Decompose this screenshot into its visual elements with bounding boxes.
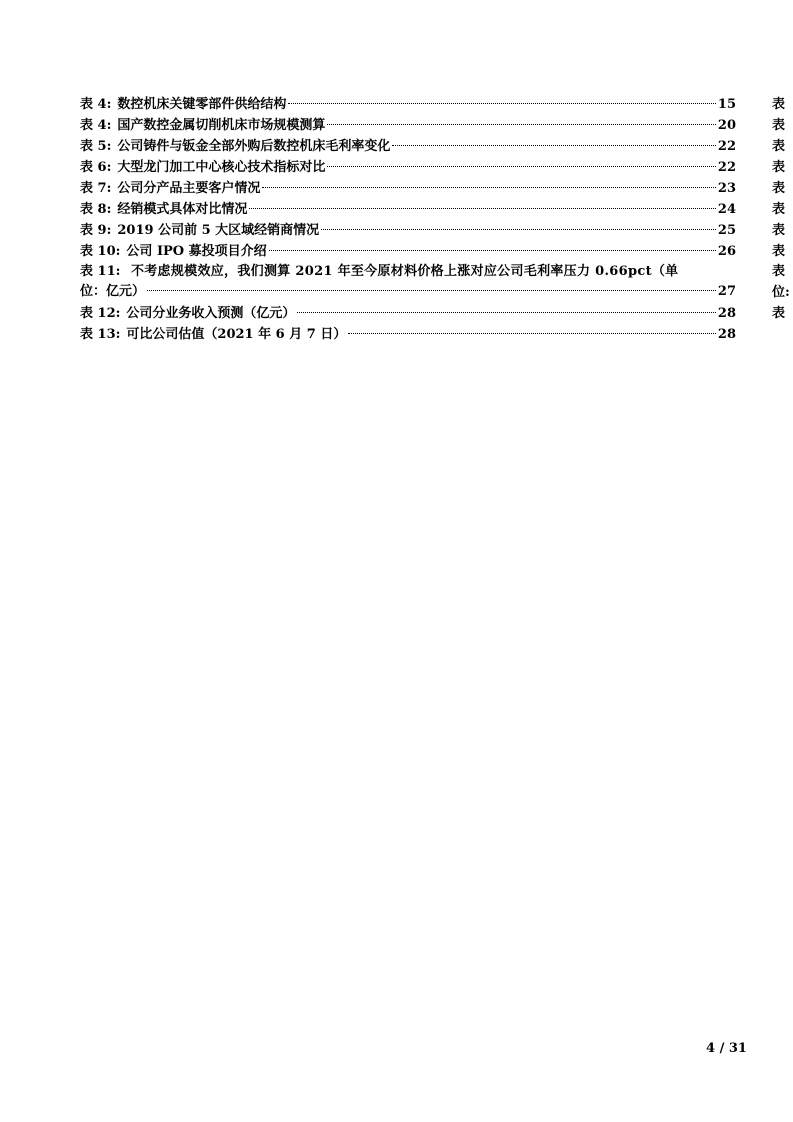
toc-entry-title: 可比公司估值（2021 年 6 月 7 日） — [126, 327, 347, 342]
toc-entry[interactable] — [80, 137, 736, 157]
toc-entry[interactable] — [80, 179, 736, 199]
toc-entry-label: 表 4: — [80, 118, 112, 133]
toc-entry[interactable] — [80, 95, 736, 115]
toc-entry-title: 经销模式具体对比情况 — [117, 202, 248, 217]
toc-entry-title-continued: 位：亿元） — [80, 284, 146, 299]
clipped-column-text: 表 — [772, 181, 786, 196]
toc-entry[interactable] — [80, 304, 736, 324]
clipped-column-text: 位: — [772, 285, 790, 300]
toc-entry-page: 27 — [717, 284, 736, 299]
clipped-column-text: 表 — [772, 264, 786, 279]
toc-entry[interactable] — [80, 325, 736, 345]
toc-entry[interactable] — [80, 262, 736, 304]
toc-entry-title: 2019 公司前 5 大区域经销商情况 — [117, 223, 320, 238]
toc-entry[interactable] — [80, 242, 736, 262]
toc-entry-page: 22 — [717, 139, 736, 154]
dot-leader — [269, 249, 716, 251]
dot-leader — [327, 123, 716, 125]
clipped-column-text: 表 — [772, 306, 786, 321]
clipped-column-text: 表 — [772, 160, 786, 175]
clipped-column-text: 表 — [772, 118, 786, 133]
toc-entry-label: 表 8: — [80, 202, 112, 217]
toc-entry-page: 22 — [717, 160, 736, 175]
toc-entry-page: 15 — [717, 97, 736, 112]
clipped-column-text: 表 — [772, 202, 786, 217]
toc-entry-page: 25 — [717, 223, 736, 238]
toc-entry-title: 数控机床关键零部件供给结构 — [117, 97, 287, 112]
dot-leader — [321, 228, 716, 230]
toc-entry-label: 表 4: — [80, 97, 112, 112]
toc-entry-label: 表 5: — [80, 139, 112, 154]
toc-entry-label: 表 12: — [80, 306, 121, 321]
toc-entry-label: 表 10: — [80, 244, 121, 259]
clipped-column-text: 表 — [772, 97, 786, 112]
toc-entry-title: 国产数控金属切削机床市场规模测算 — [117, 118, 326, 133]
dot-leader — [249, 207, 716, 209]
toc-entry-page: 28 — [717, 306, 736, 321]
toc-entry[interactable] — [80, 221, 736, 241]
toc-entry-title: 公司分业务收入预测（亿元） — [126, 306, 296, 321]
dot-leader — [262, 186, 716, 188]
dot-leader — [297, 311, 715, 313]
toc-entry-page: 23 — [717, 181, 736, 196]
dot-leader — [392, 144, 716, 146]
toc-entry-page: 28 — [717, 327, 736, 342]
toc-entry-label: 表 13: — [80, 327, 121, 342]
toc-entry-label: 表 9: — [80, 223, 112, 238]
dot-leader — [147, 289, 716, 291]
clipped-column-text: 表 — [772, 244, 786, 259]
toc-entry-page: 24 — [717, 202, 736, 217]
clipped-column-text: 表 — [772, 139, 786, 154]
toc-entry-title: 公司铸件与钣金全部外购后数控机床毛利率变化 — [117, 139, 391, 154]
toc-entry-page: 20 — [717, 118, 736, 133]
toc-entry-title: 大型龙门加工中心核心技术指标对比 — [117, 160, 326, 175]
toc-entry-title: 公司分产品主要客户情况 — [117, 181, 261, 196]
toc-entry-page: 26 — [717, 244, 736, 259]
toc-entry[interactable] — [80, 158, 736, 178]
toc-entry-title: 不考虑规模效应，我们测算 2021 年至今原材料价格上涨对应公司毛利率压力 0.66pct（单 — [130, 264, 679, 279]
dot-leader — [327, 165, 716, 167]
toc-entry[interactable] — [80, 200, 736, 220]
toc-entry-label: 表 6: — [80, 160, 112, 175]
dot-leader — [348, 332, 716, 334]
toc-entry-title: 公司 IPO 募投项目介绍 — [126, 244, 267, 259]
dot-leader — [288, 102, 716, 104]
toc-entry-label: 表 11: — [80, 264, 121, 279]
toc-entry[interactable] — [80, 116, 736, 136]
toc-entry-first-line — [80, 262, 736, 282]
toc-entry-label: 表 7: — [80, 181, 112, 196]
page-number: 4 / 31 — [706, 1041, 747, 1056]
clipped-column-text: 表 — [772, 223, 786, 238]
